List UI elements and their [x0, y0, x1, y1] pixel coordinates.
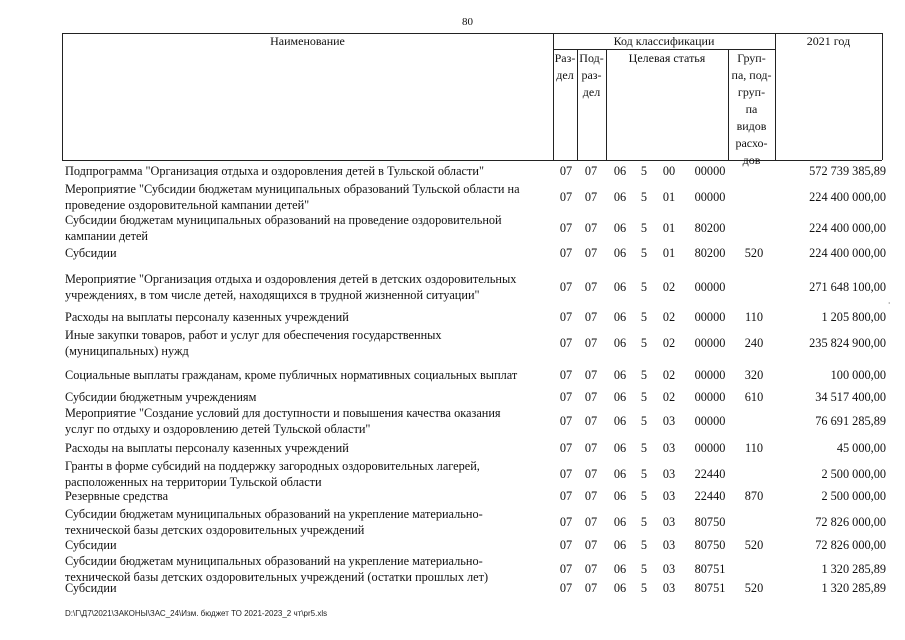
row-name-line: Гранты в форме субсидий на поддержку загородных оздоровительных лагерей, [65, 459, 480, 473]
row-rz: 07 [559, 441, 573, 455]
row-prz: 07 [584, 581, 598, 595]
row-name-line: Мероприятие "Субсидии бюджетам муниципальных образований Тульской области на [65, 182, 520, 196]
row-rz: 07 [559, 336, 573, 350]
margin-mark: ⸱ [888, 298, 891, 308]
row-prz: 07 [584, 467, 598, 481]
row-name-line: Субсидии бюджетам муниципальных образований на проведение оздоровительной [65, 213, 502, 227]
row-cs4: 00000 [694, 414, 726, 428]
row-cs1: 06 [613, 538, 627, 552]
row-name-line: Иные закупки товаров, работ и услуг для обеспечения государственных [65, 328, 442, 342]
row-amount: 1 205 800,00 [821, 310, 886, 324]
row-cs1: 06 [613, 190, 627, 204]
row-name [65, 537, 547, 553]
row-name [65, 327, 547, 359]
row-prz: 07 [584, 538, 598, 552]
row-cs3: 00 [662, 164, 676, 178]
row-cs1: 06 [613, 221, 627, 235]
row-prz: 07 [584, 414, 598, 428]
row-cs4: 80750 [694, 538, 726, 552]
row-name-line: Мероприятие "Создание условий для доступности и повышения качества оказания [65, 406, 501, 420]
row-cs2: 5 [640, 515, 648, 529]
row-vr: 610 [744, 390, 764, 404]
row-amount: 2 500 000,00 [821, 489, 886, 503]
row-cs2: 5 [640, 441, 648, 455]
row-amount: 72 826 000,00 [815, 515, 886, 529]
row-cs4: 00000 [694, 164, 726, 178]
row-prz: 07 [584, 489, 598, 503]
row-cs4: 22440 [694, 489, 726, 503]
row-cs2: 5 [640, 467, 648, 481]
row-cs2: 5 [640, 190, 648, 204]
row-cs2: 5 [640, 489, 648, 503]
header-target: Целевая статья [628, 51, 706, 65]
row-cs2: 5 [640, 246, 648, 260]
row-name-line: Мероприятие "Организация отдыха и оздоровления детей в детских оздоровительных [65, 272, 517, 286]
row-cs1: 06 [613, 414, 627, 428]
row-cs3: 03 [662, 467, 676, 481]
row-cs1: 06 [613, 246, 627, 260]
row-cs3: 02 [662, 310, 676, 324]
row-cs4: 80750 [694, 515, 726, 529]
row-cs4: 80751 [694, 562, 726, 576]
row-amount: 1 320 285,89 [821, 581, 886, 595]
row-cs2: 5 [640, 310, 648, 324]
header-name: Наименование [270, 34, 345, 48]
row-name [65, 506, 547, 538]
row-cs1: 06 [613, 581, 627, 595]
row-cs1: 06 [613, 336, 627, 350]
row-rz: 07 [559, 280, 573, 294]
row-cs3: 03 [662, 515, 676, 529]
row-prz: 07 [584, 336, 598, 350]
row-name-line: Субсидии бюджетным учреждениям [65, 390, 257, 404]
row-name [65, 309, 547, 325]
row-prz: 07 [584, 310, 598, 324]
row-rz: 07 [559, 390, 573, 404]
row-cs2: 5 [640, 164, 648, 178]
header-code-group: Код классификации [613, 34, 715, 48]
row-cs4: 80751 [694, 581, 726, 595]
row-cs3: 02 [662, 336, 676, 350]
row-name-line: Субсидии [65, 538, 117, 552]
row-amount: 224 400 000,00 [809, 246, 886, 260]
row-name [65, 163, 547, 179]
row-vr: 110 [745, 310, 763, 324]
row-cs1: 06 [613, 515, 627, 529]
row-prz: 07 [584, 390, 598, 404]
row-cs3: 03 [662, 538, 676, 552]
row-cs1: 06 [613, 310, 627, 324]
row-cs4: 00000 [694, 310, 726, 324]
row-prz: 07 [584, 280, 598, 294]
row-cs4: 00000 [694, 368, 726, 382]
row-rz: 07 [559, 246, 573, 260]
row-cs4: 00000 [694, 390, 726, 404]
row-name-line: Субсидии [65, 581, 117, 595]
row-cs4: 00000 [694, 280, 726, 294]
row-amount: 1 320 285,89 [821, 562, 886, 576]
row-rz: 07 [559, 368, 573, 382]
row-name [65, 212, 547, 244]
row-cs4: 80200 [694, 221, 726, 235]
row-cs3: 03 [662, 414, 676, 428]
row-cs1: 06 [613, 368, 627, 382]
row-cs3: 01 [662, 246, 676, 260]
row-prz: 07 [584, 246, 598, 260]
row-prz: 07 [584, 190, 598, 204]
page-number: 80 [462, 16, 473, 28]
row-amount: 572 739 385,89 [809, 164, 886, 178]
row-name [65, 440, 547, 456]
row-vr: 520 [744, 581, 764, 595]
header-subsection: Под- раз- дел [579, 51, 604, 99]
header-section: Раз- дел [554, 51, 576, 82]
row-name [65, 488, 547, 504]
row-name-line: Субсидии [65, 246, 117, 260]
row-rz: 07 [559, 221, 573, 235]
row-cs2: 5 [640, 390, 648, 404]
row-rz: 07 [559, 489, 573, 503]
row-cs1: 06 [613, 390, 627, 404]
row-cs1: 06 [613, 280, 627, 294]
row-cs4: 22440 [694, 467, 726, 481]
row-rz: 07 [559, 310, 573, 324]
row-amount: 271 648 100,00 [809, 280, 886, 294]
row-rz: 07 [559, 164, 573, 178]
row-cs2: 5 [640, 581, 648, 595]
row-cs3: 03 [662, 489, 676, 503]
row-prz: 07 [584, 441, 598, 455]
row-name-line: (муниципальных) нужд [65, 344, 189, 358]
header-group: Груп- па, под- груп- па видов расхо- дов [731, 51, 772, 167]
row-cs2: 5 [640, 336, 648, 350]
row-name [65, 367, 547, 383]
row-name-line: учреждениях, в том числе детей, находящихся в трудной жизненной ситуации" [65, 288, 480, 302]
row-name [65, 405, 547, 437]
row-rz: 07 [559, 581, 573, 595]
row-name-line: услуг по отдыху и оздоровлению детей Тульской области" [65, 422, 371, 436]
row-name-line: технической базы детских оздоровительных учреждений (остатки прошлых лет) [65, 570, 489, 584]
row-vr: 320 [744, 368, 764, 382]
row-cs3: 03 [662, 562, 676, 576]
row-name [65, 580, 547, 596]
header-year: 2021 год [806, 34, 851, 48]
row-cs1: 06 [613, 489, 627, 503]
row-name [65, 245, 547, 261]
row-amount: 224 400 000,00 [809, 221, 886, 235]
row-cs3: 02 [662, 280, 676, 294]
row-prz: 07 [584, 515, 598, 529]
row-amount: 235 824 900,00 [809, 336, 886, 350]
row-amount: 76 691 285,89 [815, 414, 886, 428]
row-cs1: 06 [613, 441, 627, 455]
row-cs4: 00000 [694, 336, 726, 350]
row-cs1: 06 [613, 164, 627, 178]
row-name-line: Субсидии бюджетам муниципальных образований на укрепление материально- [65, 554, 483, 568]
row-vr: 520 [744, 538, 764, 552]
row-name [65, 389, 547, 405]
row-rz: 07 [559, 414, 573, 428]
row-name-line: Социальные выплаты гражданам, кроме публичных нормативных социальных выплат [65, 368, 518, 382]
row-cs3: 02 [662, 390, 676, 404]
row-name [65, 458, 547, 490]
row-vr: 520 [744, 246, 764, 260]
row-cs3: 01 [662, 190, 676, 204]
row-rz: 07 [559, 562, 573, 576]
row-amount: 100 000,00 [830, 368, 886, 382]
row-name-line: Подпрограмма "Организация отдыха и оздоровления детей в Тульской области" [65, 164, 484, 178]
row-name [65, 181, 547, 213]
row-cs4: 00000 [694, 441, 726, 455]
row-name-line: Расходы на выплаты персоналу казенных учреждений [65, 441, 349, 455]
row-cs2: 5 [640, 414, 648, 428]
row-prz: 07 [584, 368, 598, 382]
row-amount: 2 500 000,00 [821, 467, 886, 481]
row-name-line: Резервные средства [65, 489, 169, 503]
row-cs2: 5 [640, 368, 648, 382]
row-cs4: 00000 [694, 190, 726, 204]
row-amount: 34 517 400,00 [815, 390, 886, 404]
row-cs2: 5 [640, 562, 648, 576]
row-cs1: 06 [613, 467, 627, 481]
row-amount: 45 000,00 [836, 441, 886, 455]
row-vr: 110 [745, 441, 763, 455]
row-name-line: проведение оздоровительной кампании детей" [65, 198, 310, 212]
row-vr: 240 [744, 336, 764, 350]
row-name-line: расположенных на территории Тульской области [65, 475, 322, 489]
row-cs3: 01 [662, 221, 676, 235]
row-amount: 224 400 000,00 [809, 190, 886, 204]
row-name [65, 271, 547, 303]
row-cs1: 06 [613, 562, 627, 576]
row-rz: 07 [559, 467, 573, 481]
row-cs4: 80200 [694, 246, 726, 260]
row-prz: 07 [584, 164, 598, 178]
row-prz: 07 [584, 221, 598, 235]
row-amount: 72 826 000,00 [815, 538, 886, 552]
row-cs3: 02 [662, 368, 676, 382]
row-name-line: технической базы детских оздоровительных учреждений [65, 523, 365, 537]
row-vr: 870 [744, 489, 764, 503]
row-name-line: Расходы на выплаты персоналу казенных учреждений [65, 310, 349, 324]
row-cs3: 03 [662, 581, 676, 595]
row-rz: 07 [559, 515, 573, 529]
row-prz: 07 [584, 562, 598, 576]
row-cs2: 5 [640, 280, 648, 294]
row-name-line: Субсидии бюджетам муниципальных образований на укрепление материально- [65, 507, 483, 521]
row-cs3: 03 [662, 441, 676, 455]
row-rz: 07 [559, 190, 573, 204]
footer-path: D:\Г\Д7\2021\ЗАКОНЫ\ЗАС_24\Изм. бюджет ТО 2021-2023_2 чт\pr5.xls [65, 609, 328, 618]
row-rz: 07 [559, 538, 573, 552]
row-name-line: кампании детей [65, 229, 149, 243]
row-cs2: 5 [640, 221, 648, 235]
row-cs2: 5 [640, 538, 648, 552]
